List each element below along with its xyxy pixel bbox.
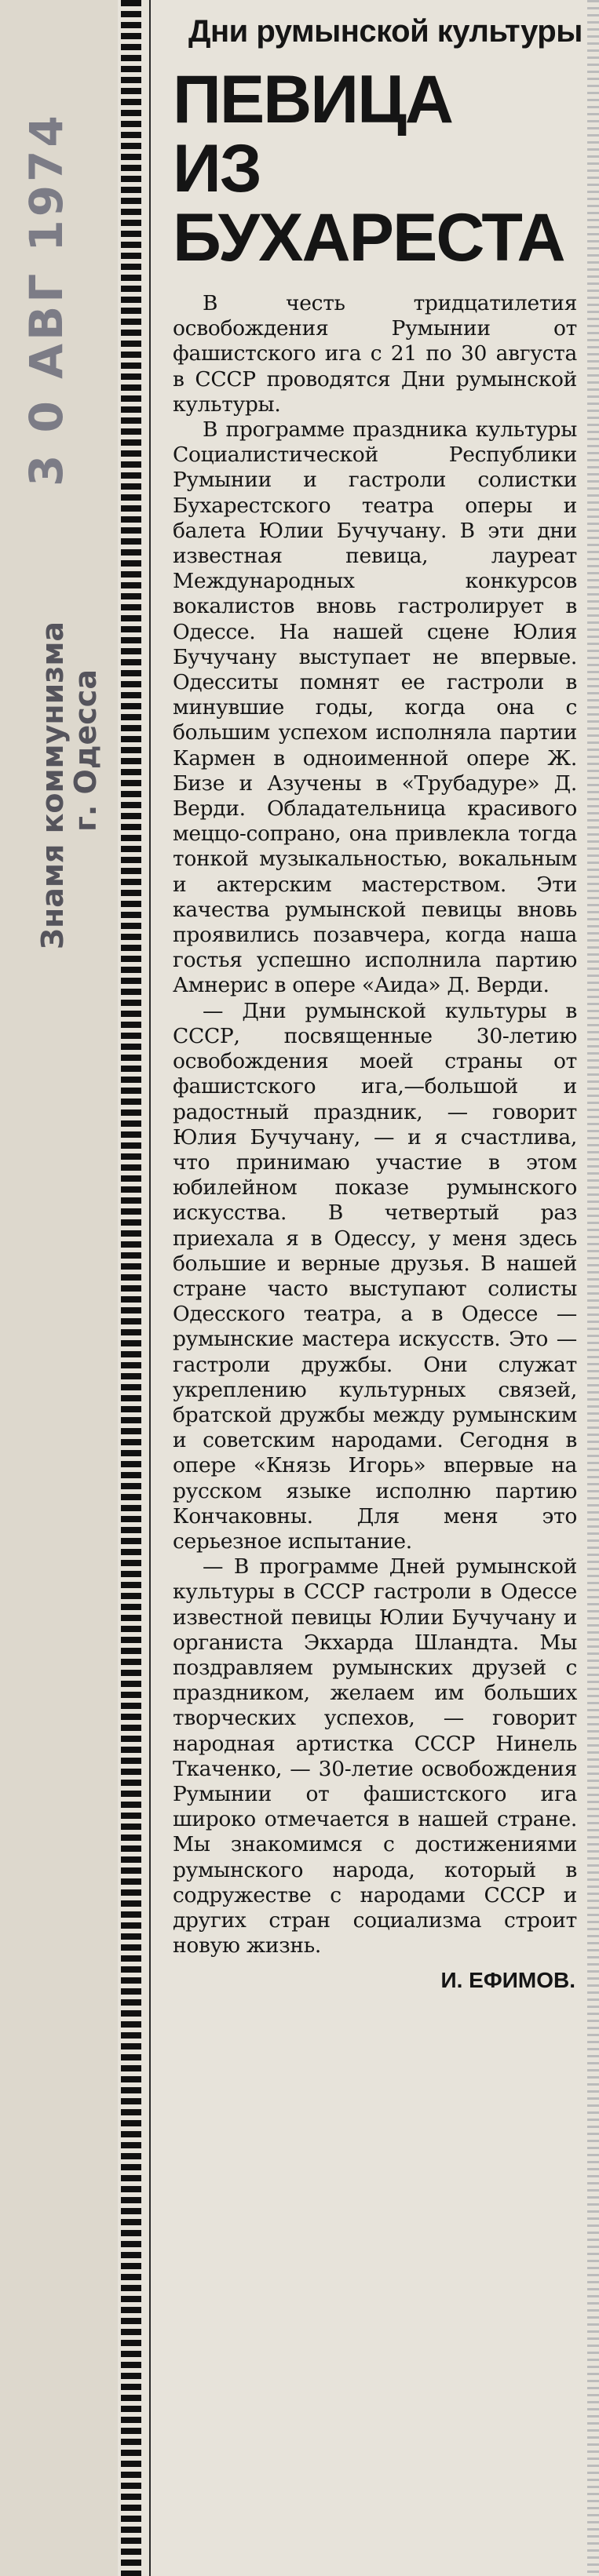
clipping-margin <box>0 0 118 2576</box>
article-paragraph: — Дни румынской культуры в СССР, посвященные 30-летию освобождения моей страны от фашистского ига,—большой и радостный праздник, — говорит Юлия Бучучану, — и я счастлива, что принимаю участие в этом юбилейном показе румынского искусства. В четвертый раз приехала я в Одессу, у меня здесь большие и верные друзья. В нашей стране часто выступают солисты Одесского театра, а в Одессе — румынские мастера искусств. Это — гастроли дружбы. Они служат укреплению культурных связей, братской дружбы между румынским и советским народами. Сегодня в опере «Князь Игорь» впервые на русском языке исполню партию Кончаковны. Для меня это серьезное испытание. <box>173 998 577 1554</box>
article-rubric: Дни румынской культуры <box>188 14 583 49</box>
headline-line-3: БУХАРЕСТА <box>173 200 564 275</box>
torn-edge <box>587 0 599 2576</box>
article <box>173 14 583 1993</box>
article-paragraph: В честь тридцатилетия освобождения Румынии от фашистского ига с 21 по 30 августа в СССР проводятся Дни румынской культуры. <box>173 291 577 417</box>
article-body <box>173 291 577 1958</box>
headline-line-1: ПЕВИЦА <box>173 62 453 137</box>
headline-line-2: ИЗ <box>173 131 261 206</box>
article-paragraph: В программе праздника культуры Социалистической Республики Румынии и гастроли солистки Бухарестского театра оперы и балета Юлии Бучучану. В эти дни известная певица, лауреат Международных конкурсов вокалистов вновь гастролирует в Одессе. На нашей сцене Юлия Бучучану выступает не впервые. Одесситы помнят ее гастроли в минувшие годы, когда она с большим успехом исполняла партии Кармен в одноименной опере Ж. Бизе и Азучены в «Трубадуре» Д. Верди. Обладательница красивого меццо-сопрано, она привлекла тогда тонкой музыкальностью, вокальным и актерским мастерством. Эти качества румынской певицы вновь проявились позавчера, когда наша гостья успешно исполнила партию Амнерис в опере «Аида» Д. Верди. <box>173 417 577 998</box>
newspaper-city: г. Одесса <box>68 669 103 832</box>
newspaper-title: Знамя коммунизма <box>35 621 70 949</box>
article-paragraph: — В программе Дней румынской культуры в СССР гастроли в Одессе известной певицы Юлии Бучучану и органиста Экхарда Шландта. Мы поздравляем румынских друзей с праздником, желаем им больших творческих успехов, — говорит народная артистка СССР Нинель Ткаченко, — 30-летие освобождения Румынии от фашистского ига широко отмечается в нашей стране. Мы знакомимся с достижениями румынского народа, который в содружестве с народами СССР и других стран социализма строит новую жизнь. <box>173 1554 577 1958</box>
author-signature: И. ЕФИМОВ. <box>440 1968 575 1993</box>
column-rule-dashed <box>121 0 141 2576</box>
article-headline <box>173 62 577 275</box>
column-rule-line <box>149 0 151 2576</box>
newspaper-name-handwritten <box>36 621 102 949</box>
date-stamp: 3 0 АВГ 1974 <box>20 112 73 486</box>
